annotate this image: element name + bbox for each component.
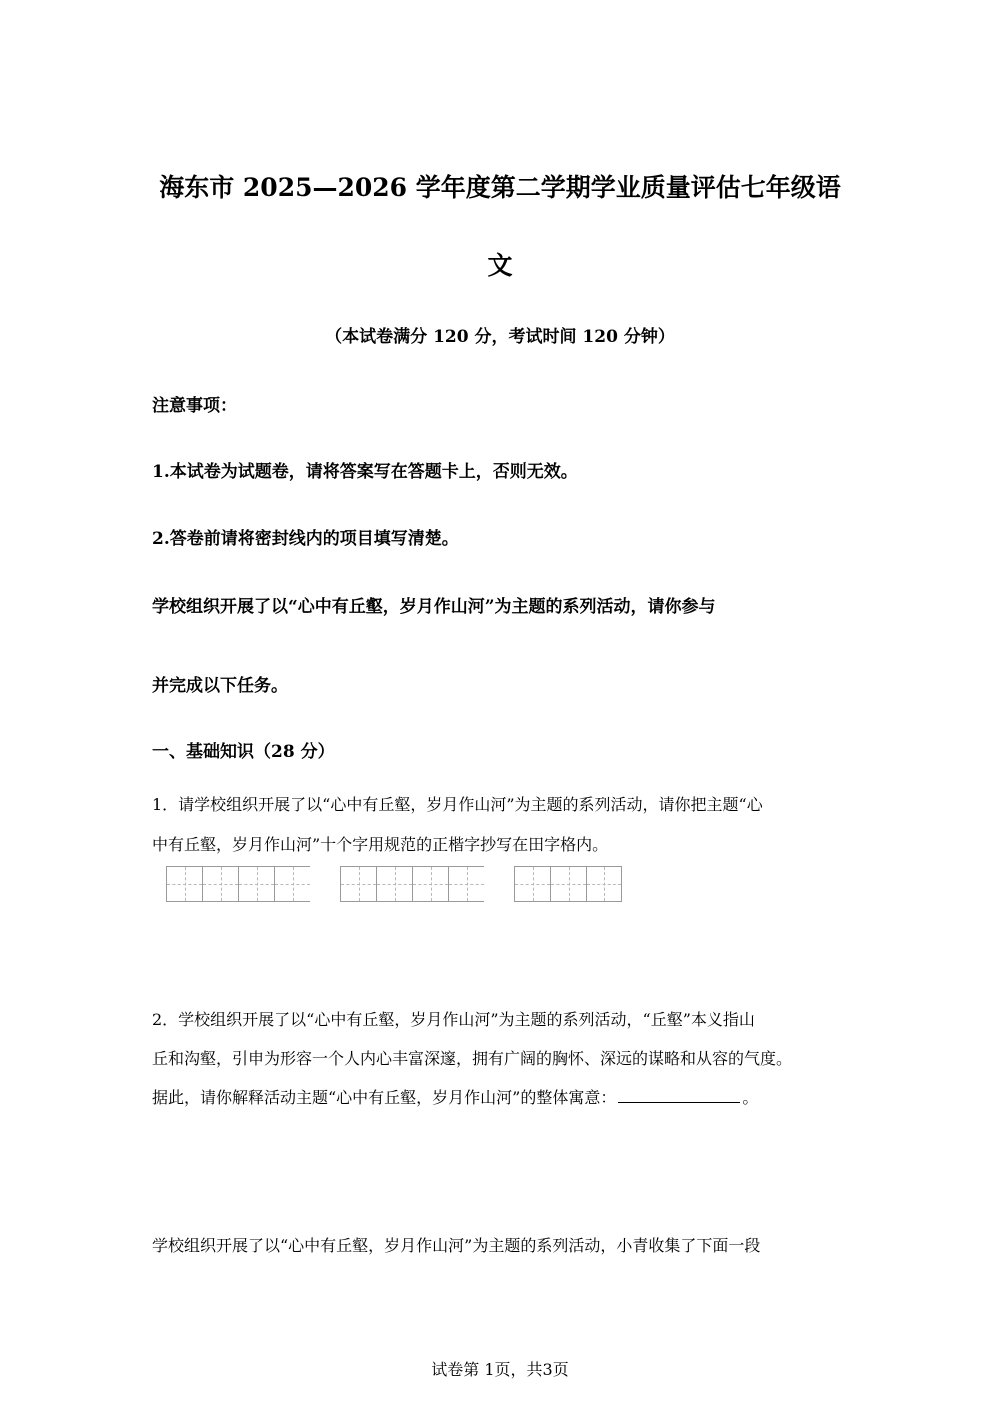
question-2-prompt: 据此，请你解释活动主题“心中有丘壑，岁月作山河”的整体寓意： bbox=[152, 1088, 617, 1107]
question-2-line-3 bbox=[152, 1085, 758, 1108]
question-1-line-1: 1．请学校组织开展了以“心中有丘壑，岁月作山河”为主题的系列活动，请你把主题“心 bbox=[152, 795, 763, 814]
writing-grid-cell[interactable] bbox=[586, 866, 622, 902]
exam-subtitle: （本试卷满分 120 分，考试时间 120 分钟） bbox=[325, 327, 675, 347]
writing-grid-cell[interactable] bbox=[274, 866, 310, 902]
question-2-line-1: 2．学校组织开展了以“心中有丘壑，岁月作山河”为主题的系列活动，“丘壑”本义指山 bbox=[152, 1010, 755, 1029]
answer-blank[interactable] bbox=[618, 1088, 740, 1103]
exam-title-line-1: 海东市 2025—2026 学年度第二学期学业质量评估七年级语 bbox=[159, 173, 841, 202]
writing-grid-cell[interactable] bbox=[412, 866, 448, 902]
writing-grid-cell[interactable] bbox=[448, 866, 484, 902]
writing-grid-cell[interactable] bbox=[202, 866, 238, 902]
notice-item-1: 1.本试卷为试题卷，请将答案写在答题卡上，否则无效。 bbox=[152, 462, 578, 482]
writing-grid-cell[interactable] bbox=[514, 866, 550, 902]
writing-grid-group-2[interactable] bbox=[340, 866, 484, 902]
section-1-heading: 一、基础知识（28 分） bbox=[152, 742, 335, 762]
question-1-line-2: 中有丘壑，岁月作山河”十个字用规范的正楷字抄写在田字格内。 bbox=[152, 835, 609, 854]
notice-item-2: 2.答卷前请将密封线内的项目填写清楚。 bbox=[152, 529, 459, 549]
question-3-intro-line-1: 学校组织开展了以“心中有丘壑，岁月作山河”为主题的系列活动，小青收集了下面一段 bbox=[152, 1236, 761, 1255]
writing-grid-cell[interactable] bbox=[550, 866, 586, 902]
question-2-line-2: 丘和沟壑，引申为形容一个人内心丰富深邃，拥有广阔的胸怀、深远的谋略和从容的气度。 bbox=[152, 1049, 793, 1068]
page-footer: 试卷第 1页，共3页 bbox=[431, 1360, 569, 1379]
writing-grid-cell[interactable] bbox=[166, 866, 202, 902]
writing-grid-group-3[interactable] bbox=[514, 866, 622, 902]
exam-title-line-2: 文 bbox=[487, 251, 513, 280]
writing-grid-cell[interactable] bbox=[238, 866, 274, 902]
notice-heading: 注意事项： bbox=[152, 396, 237, 416]
writing-grid-cell[interactable] bbox=[340, 866, 376, 902]
intro-text-line-1: 学校组织开展了以“心中有丘壑，岁月作山河”为主题的系列活动，请你参与 bbox=[152, 597, 716, 617]
writing-grid-cell[interactable] bbox=[376, 866, 412, 902]
question-2-period: 。 bbox=[742, 1088, 759, 1107]
intro-text-line-2: 并完成以下任务。 bbox=[152, 676, 288, 696]
writing-grid-group-1[interactable] bbox=[166, 866, 310, 902]
